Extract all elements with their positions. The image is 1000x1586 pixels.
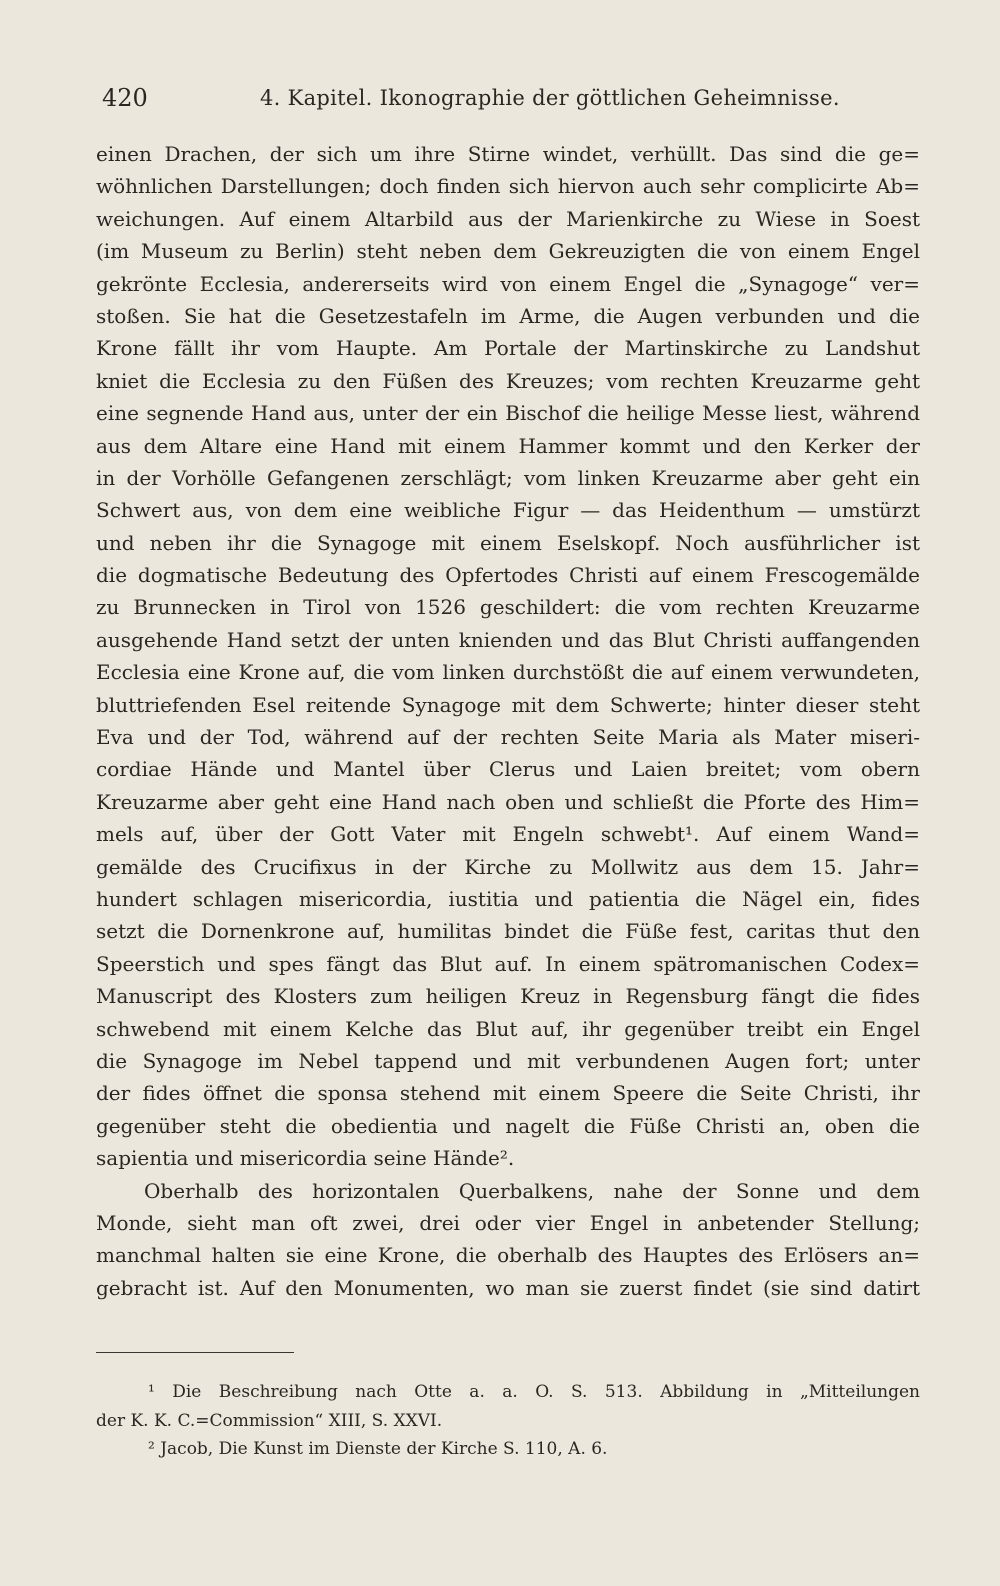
text-line: wöhnlichen Darstellungen; doch finden sich hiervon auch sehr complicirte Ab= (96, 174, 920, 199)
text-line: manchmal halten sie eine Krone, die oberhalb des Hauptes des Erlösers an= (96, 1243, 920, 1268)
text-line: Manuscript des Klosters zum heiligen Kreuz in Regensburg fängt die fides (96, 984, 920, 1009)
text-line: kniet die Ecclesia zu den Füßen des Kreuzes; vom rechten Kreuzarme geht (96, 368, 920, 393)
text-line: gekrönte Ecclesia, andererseits wird von einem Engel die „Synagoge“ ver= (96, 271, 920, 296)
footnote-separator (96, 1352, 294, 1353)
text-line: und neben ihr die Synagoge mit einem Eselskopf. Noch ausführlicher ist (96, 530, 920, 555)
text-line: gegenüber steht die obedientia und nagelt die Füße Christi an, oben die (96, 1113, 920, 1138)
text-line: aus dem Altare eine Hand mit einem Hammer kommt und den Kerker der (96, 433, 920, 458)
running-head: 4. Kapitel. Ikonographie der göttlichen Geheimnisse. (260, 86, 840, 110)
text-line: gebracht ist. Auf den Monumenten, wo man sie zuerst findet (sie sind datirt (96, 1275, 920, 1300)
main-text (96, 138, 920, 1304)
paragraph-start-line: Oberhalb des horizontalen Querbalkens, nahe der Sonne und dem (144, 1178, 920, 1203)
text-line: Schwert aus, von dem eine weibliche Figur — das Heidenthum — umstürzt (96, 498, 920, 523)
text-line: cordiae Hände und Mantel über Clerus und Laien breitet; vom obern (96, 757, 920, 782)
paragraph-end-line: sapientia und misericordia seine Hände². (96, 1146, 515, 1171)
text-line: bluttriefenden Esel reitende Synagoge mit dem Schwerte; hinter dieser steht (96, 692, 920, 717)
text-line: einen Drachen, der sich um ihre Stirne windet, verhüllt. Das sind die ge= (96, 142, 920, 166)
text-line: (im Museum zu Berlin) steht neben dem Gekreuzigten die von einem Engel (96, 239, 920, 264)
text-line: die Synagoge im Nebel tappend und mit verbundenen Augen fort; unter (96, 1048, 920, 1073)
footnotes (96, 1378, 920, 1464)
text-line: zu Brunnecken in Tirol von 1526 geschildert: die vom rechten Kreuzarme (96, 595, 920, 620)
text-line: der fides öffnet die sponsa stehend mit einem Speere die Seite Christi, ihr (96, 1081, 920, 1106)
text-line: die dogmatische Bedeutung des Opfertodes Christi auf einem Frescogemälde (96, 563, 920, 588)
text-line: Monde, sieht man oft zwei, drei oder vier Engel in anbetender Stellung; (96, 1210, 920, 1235)
text-line: in der Vorhölle Gefangenen zerschlägt; vom linken Kreuzarme aber geht ein (96, 465, 920, 490)
text-line: stoßen. Sie hat die Gesetzestafeln im Arme, die Augen verbunden und die (96, 303, 920, 328)
page-header (102, 84, 922, 120)
text-line: Eva und der Tod, während auf der rechten Seite Maria als Mater miseri- (96, 725, 920, 750)
text-line: eine segnende Hand aus, unter der ein Bischof die heilige Messe liest, während (96, 401, 920, 426)
text-line: ausgehende Hand setzt der unten knienden und das Blut Christi auffangenden (96, 627, 920, 652)
text-line: Ecclesia eine Krone auf, die vom linken durchstößt die auf einem verwundeten, (96, 660, 920, 685)
text-line: setzt die Dornenkrone auf, humilitas bindet die Füße fest, caritas thut den (96, 919, 920, 944)
footnote-1-line-1: ¹ Die Beschreibung nach Otte a. a. O. S. 513. Abbildung in „Mitteilungen (148, 1382, 920, 1402)
text-line: Krone fällt ihr vom Haupte. Am Portale der Martinskirche zu Landshut (96, 336, 920, 361)
text-line: weichungen. Auf einem Altarbild aus der Marienkirche zu Wiese in Soest (96, 206, 920, 231)
text-line: schwebend mit einem Kelche das Blut auf, ihr gegenüber treibt ein Engel (96, 1016, 920, 1041)
text-line: Speerstich und spes fängt das Blut auf. In einem spätromanischen Codex= (96, 951, 920, 976)
footnote-2: ² Jacob, Die Kunst im Dienste der Kirche S. 110, A. 6. (148, 1439, 608, 1459)
page-number: 420 (102, 84, 148, 112)
text-line: hundert schlagen misericordia, iustitia und patientia die Nägel ein, fides (96, 886, 920, 911)
text-line: gemälde des Crucifixus in der Kirche zu Mollwitz aus dem 15. Jahr= (96, 854, 920, 879)
footnote-1-line-2: der K. K. C.=Commission“ XIII, S. XXVI. (96, 1410, 443, 1431)
text-line: mels auf, über der Gott Vater mit Engeln schwebt¹. Auf einem Wand= (96, 822, 920, 847)
text-line: Kreuzarme aber geht eine Hand nach oben und schließt die Pforte des Him= (96, 789, 920, 814)
